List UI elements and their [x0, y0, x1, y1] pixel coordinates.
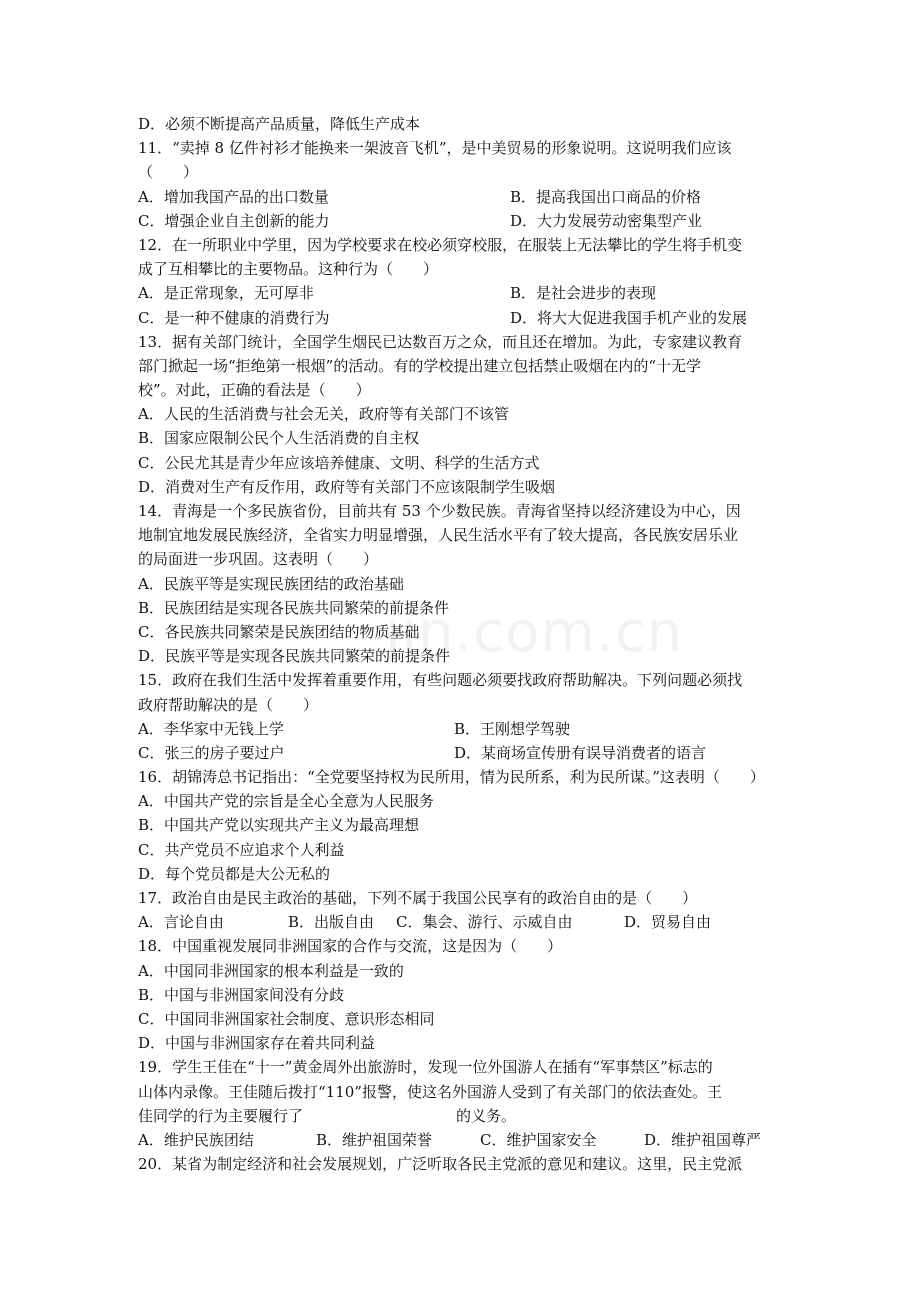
- q19-stem-line3-after-blank: 的义务。: [456, 1106, 517, 1125]
- question-list: [138, 112, 786, 1176]
- q15-option-d: D．某商场宣传册有误导消费者的语言: [454, 743, 707, 762]
- q13-stem-line3: 校”。对此，正确的看法是（ ）: [138, 381, 371, 400]
- q17-stem-line1: 17．政治自由是民主政治的基础，下列不属于我国公民享有的政治自由的是（ ）: [138, 889, 698, 907]
- q13-stem-line1: 13．据有关部门统计，全国学生烟民已达数百万之众，而且还在增加。为此，专家建议教育: [138, 332, 743, 351]
- q19-stem-line2: 山体内录像。王佳随后拨打“110”报警，使这名外国游人受到了有关部门的依法查处。王: [138, 1082, 722, 1101]
- q20-stem-line1: 20．某省为制定经济和社会发展规划，广泛听取各民主党派的意见和建议。这里，民主党派: [138, 1155, 743, 1174]
- q11-stem-line2: （ ）: [138, 163, 199, 182]
- watermark: jin.com.cn: [385, 600, 684, 665]
- q16-option-a: A．中国共产党的宗旨是全心全意为人民服务: [138, 792, 434, 811]
- q12-options-row2: [138, 306, 786, 330]
- q15-option-c: C．张三的房子要过户: [138, 743, 285, 762]
- q18-option-a: A．中国同非洲国家的根本利益是一致的: [138, 961, 404, 980]
- q18-option-c: C．中国同非洲国家社会制度、意识形态相同: [138, 1009, 435, 1028]
- q10-option-d: D．必须不断提高产品质量，降低生产成本: [138, 115, 421, 133]
- q15-stem-line1: 15．政府在我们生活中发挥着重要作用，有些问题必须要找政府帮助解决。下列问题必须找: [138, 671, 743, 690]
- q15-stem-line2: 政府帮助解决的是（ ）: [138, 695, 319, 714]
- q14-option-d: D．民族平等是实现各民族共同繁荣的前提条件: [138, 647, 451, 666]
- q19-option-d: D．维护祖国尊严: [644, 1130, 762, 1149]
- q12-option-a: A．是正常现象，无可厚非: [138, 284, 314, 303]
- q19-option-a: A．维护民族团结: [138, 1130, 254, 1149]
- q18-stem-line1: 18．中国重视发展同非洲国家的合作与交流，这是因为（ ）: [138, 937, 563, 956]
- q16-option-b: B．中国共产党以实现共产主义为最高理想: [138, 816, 420, 835]
- q19-stem-line3-before-blank: 佳同学的行为主要履行了: [138, 1106, 304, 1125]
- q17-option-c: C．集会、游行、示威自由: [396, 913, 573, 932]
- q12-option-b: B．是社会进步的表现: [510, 284, 657, 303]
- q11-stem-line1: 11．“卖掉 8 亿件衬衫才能换来一架波音飞机”，是中美贸易的形象说明。这说明我们应该: [138, 139, 732, 158]
- q13-option-c: C．公民尤其是青少年应该培养健康、文明、科学的生活方式: [138, 453, 540, 472]
- q14-stem-line3: 的局面进一步巩固。这表明（ ）: [138, 550, 379, 569]
- q12-option-d: D．将大大促进我国手机产业的发展: [510, 308, 748, 327]
- q13-option-a: A．人民的生活消费与社会无关，政府等有关部门不该管: [138, 405, 509, 424]
- q11-options-row1: [138, 185, 786, 209]
- q19-options-row: [138, 1128, 786, 1152]
- q17-option-b: B．出版自由: [288, 913, 375, 932]
- q12-option-c: C．是一种不健康的消费行为: [138, 308, 330, 327]
- q13-option-d: D．消费对生产有反作用，政府等有关部门不应该限制学生吸烟: [138, 477, 556, 496]
- q15-options-row1: [138, 717, 786, 741]
- q11-option-c: C．增强企业自主创新的能力: [138, 211, 330, 230]
- q11-option-a: A．增加我国产品的出口数量: [138, 187, 329, 206]
- q14-stem-line2: 地制宜地发展民族经济，全省实力明显增强，人民生活水平有了较大提高，各民族安居乐业: [138, 526, 739, 545]
- q16-stem-line1: 16．胡锦涛总书记指出：“全党要坚持权为民所用，情为民所系，利为民所谋。”这表明（ ）: [138, 768, 765, 787]
- q11-options-row2: [138, 209, 786, 233]
- q16-option-c: C．共产党员不应追求个人利益: [138, 840, 345, 859]
- q17-option-d: D．贸易自由: [624, 913, 712, 932]
- q14-option-b: B．民族团结是实现各民族共同繁荣的前提条件: [138, 598, 450, 617]
- q15-option-a: A．李华家中无钱上学: [138, 719, 284, 738]
- q15-option-b: B．王刚想学驾驶: [454, 719, 571, 738]
- q17-options-row: [138, 910, 786, 934]
- q19-option-c: C．维护国家安全: [480, 1130, 597, 1149]
- q12-stem-line1: 12．在一所职业中学里，因为学校要求在校必须穿校服，在服装上无法攀比的学生将手机变: [138, 235, 743, 254]
- q12-stem-line2: 成了互相攀比的主要物品。这种行为（ ）: [138, 260, 439, 279]
- q19-stem-line3: [138, 1104, 786, 1128]
- q18-option-d: D．中国与非洲国家存在着共同利益: [138, 1034, 376, 1053]
- q14-option-a: A．民族平等是实现民族团结的政治基础: [138, 574, 404, 593]
- q12-options-row1: [138, 281, 786, 305]
- q16-option-d: D．每个党员都是大公无私的: [138, 864, 331, 883]
- q13-option-b: B．国家应限制公民个人生活消费的自主权: [138, 429, 420, 448]
- q18-option-b: B．中国与非洲国家间没有分歧: [138, 985, 345, 1004]
- q15-options-row2: [138, 741, 786, 765]
- q19-option-b: B．维护祖国荣誉: [316, 1130, 433, 1149]
- q13-stem-line2: 部门掀起一场“拒绝第一根烟”的活动。有的学校提出建立包括禁止吸烟在内的“十无学: [138, 356, 702, 375]
- q11-option-b: B．提高我国出口商品的价格: [510, 187, 702, 206]
- q14-stem-line1: 14．青海是一个多民族省份，目前共有 53 个少数民族。青海省坚持以经济建设为中心，因: [138, 502, 741, 520]
- q14-option-c: C．各民族共同繁荣是民族团结的物质基础: [138, 622, 420, 641]
- q17-option-a: A．言论自由: [138, 913, 224, 932]
- q11-option-d: D．大力发展劳动密集型产业: [510, 211, 703, 230]
- q19-stem-line1: 19．学生王佳在“十一”黄金周外出旅游时，发现一位外国游人在插有“军事禁区”标志的: [138, 1058, 713, 1077]
